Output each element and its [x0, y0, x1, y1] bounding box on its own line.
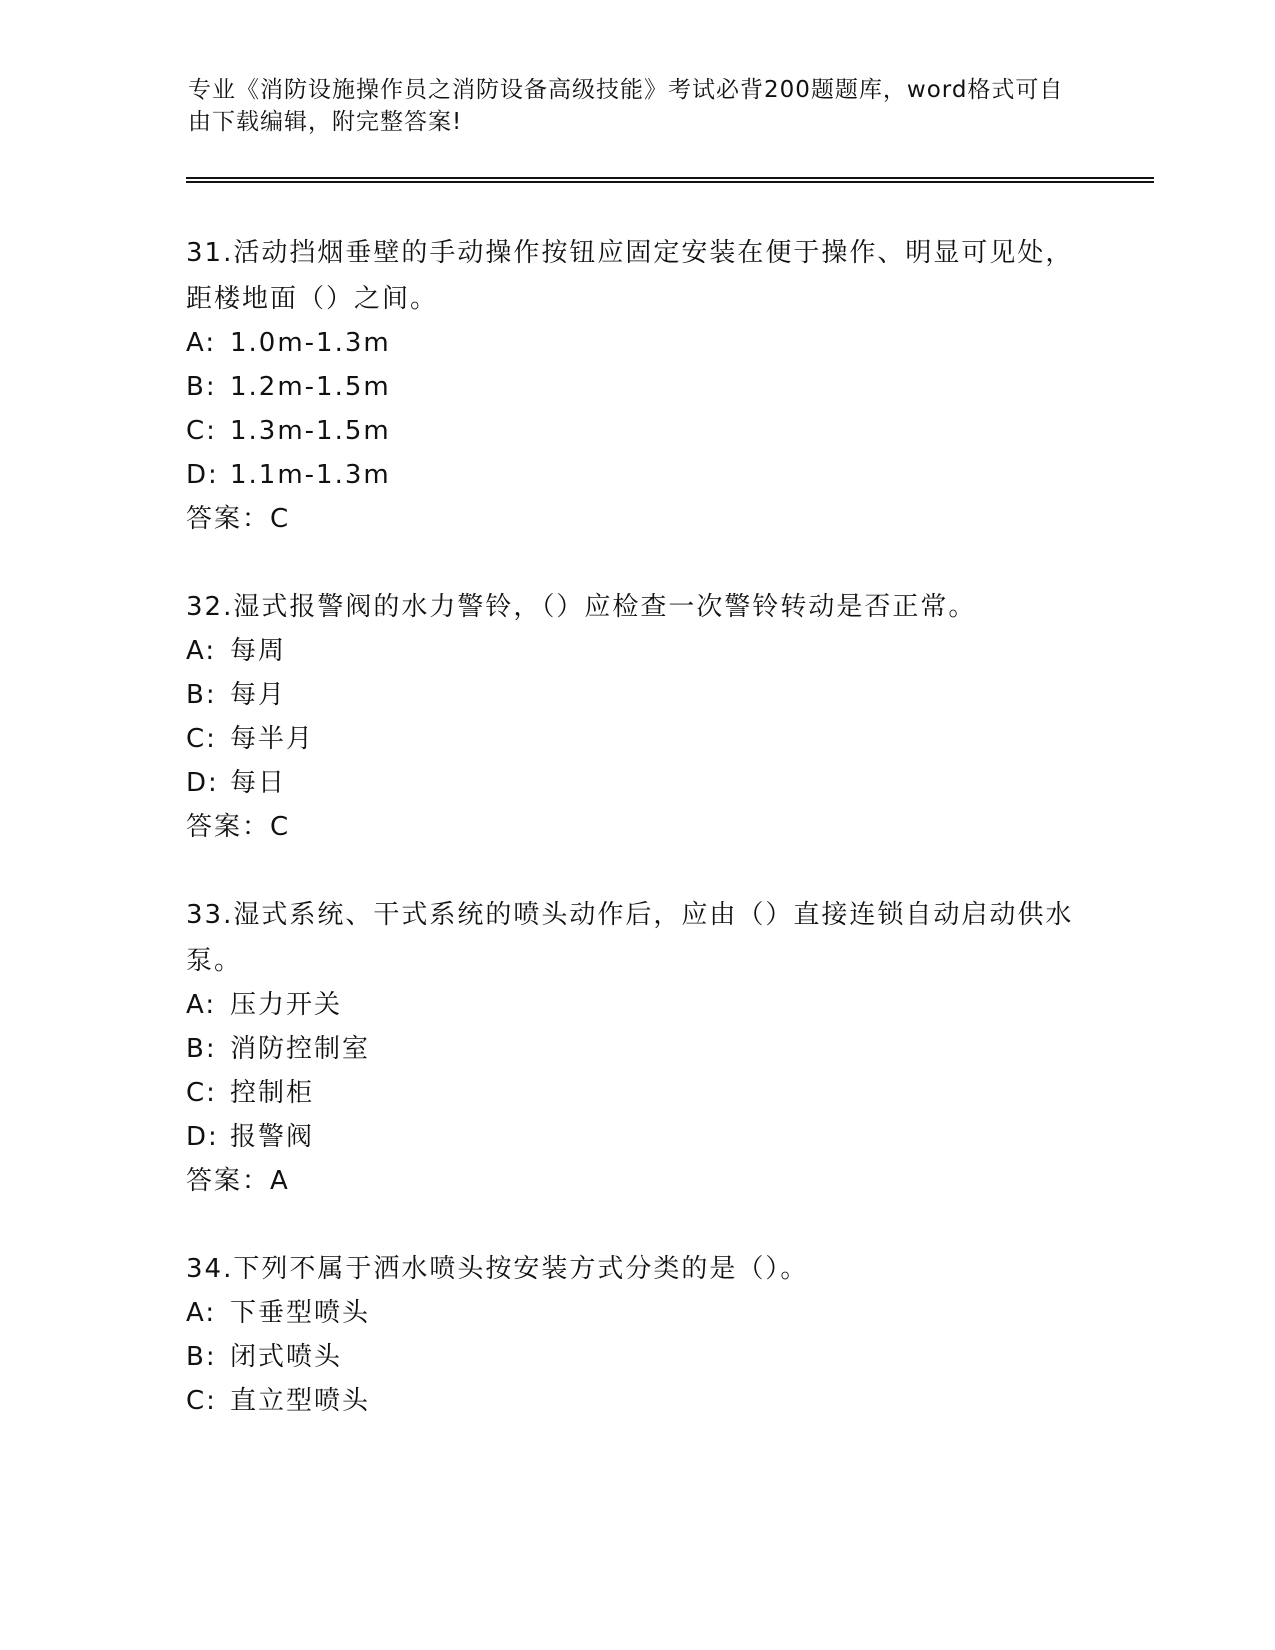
question-34-option-a — [186, 1290, 370, 1336]
question-34-number: 34. — [186, 1254, 234, 1284]
question-31-option-c — [186, 408, 391, 454]
option-label: B: — [186, 372, 217, 402]
question-32-text: 湿式报警阀的水力警铃，（）应检查一次警铃转动是否正常。 — [233, 592, 977, 622]
question-32-option-c — [186, 716, 314, 762]
option-label: C: — [186, 724, 217, 754]
answer-value: A — [270, 1166, 290, 1196]
question-33-stem — [186, 892, 1086, 984]
question-32-number: 32. — [186, 592, 234, 622]
answer-label: 答案： — [186, 1166, 271, 1196]
answer-value: C — [270, 504, 291, 534]
answer-value: C — [270, 812, 291, 842]
question-31-number: 31. — [186, 238, 234, 268]
question-32-stem — [186, 584, 1086, 630]
option-text: 每半月 — [230, 724, 315, 754]
header-divider-top — [186, 177, 1154, 179]
question-33-option-c — [186, 1070, 314, 1116]
header-divider-bottom — [186, 181, 1154, 183]
question-33-number: 33. — [186, 900, 234, 930]
option-text: 1.3m-1.5m — [230, 416, 391, 446]
option-text: 报警阀 — [230, 1122, 315, 1152]
option-text: 1.0m-1.3m — [230, 328, 391, 358]
question-32-option-d — [186, 760, 286, 806]
question-33-option-a — [186, 982, 342, 1028]
question-31-answer — [186, 496, 290, 542]
option-label: A: — [186, 1298, 217, 1328]
option-label: C: — [186, 1078, 217, 1108]
document-intro: 专业《消防设施操作员之消防设备高级技能》考试必背200题题库，word格式可自由下载编辑，附完整答案! — [188, 77, 1064, 135]
question-32-option-b — [186, 672, 286, 718]
option-text: 闭式喷头 — [230, 1342, 343, 1372]
option-label: B: — [186, 1342, 217, 1372]
option-label: D: — [186, 460, 219, 490]
question-34-text: 下列不属于洒水喷头按安装方式分类的是（）。 — [233, 1254, 809, 1284]
question-31-text: 活动挡烟垂壁的手动操作按钮应固定安装在便于操作、明显可见处，距楼地面（）之间。 — [186, 238, 1074, 314]
option-text: 直立型喷头 — [230, 1386, 371, 1416]
answer-label: 答案： — [186, 812, 271, 842]
question-34-stem — [186, 1246, 1086, 1292]
option-text: 消防控制室 — [230, 1034, 371, 1064]
option-text: 1.1m-1.3m — [230, 460, 391, 490]
option-label: C: — [186, 416, 217, 446]
option-text: 1.2m-1.5m — [230, 372, 391, 402]
option-text: 下垂型喷头 — [230, 1298, 371, 1328]
question-31-stem — [186, 230, 1086, 322]
option-label: C: — [186, 1386, 217, 1416]
question-33-option-b — [186, 1026, 370, 1072]
option-text: 压力开关 — [230, 990, 343, 1020]
question-32-answer — [186, 804, 290, 850]
option-text: 每日 — [230, 768, 287, 798]
option-label: D: — [186, 1122, 219, 1152]
question-32-option-a — [186, 628, 286, 674]
question-33-text: 湿式系统、干式系统的喷头动作后，应由（）直接连锁自动启动供水泵。 — [186, 900, 1074, 976]
question-33-answer — [186, 1158, 290, 1204]
question-33-option-d — [186, 1114, 314, 1160]
question-31-option-d — [186, 452, 391, 498]
option-text: 每月 — [230, 680, 287, 710]
option-text: 控制柜 — [230, 1078, 315, 1108]
option-label: A: — [186, 990, 217, 1020]
question-31-option-b — [186, 364, 391, 410]
option-label: A: — [186, 636, 217, 666]
answer-label: 答案： — [186, 504, 271, 534]
question-34-option-b — [186, 1334, 342, 1380]
option-label: B: — [186, 1034, 217, 1064]
question-31-option-a — [186, 320, 391, 366]
option-text: 每周 — [230, 636, 287, 666]
question-34-option-c — [186, 1378, 370, 1424]
option-label: B: — [186, 680, 217, 710]
option-label: A: — [186, 328, 217, 358]
option-label: D: — [186, 768, 219, 798]
